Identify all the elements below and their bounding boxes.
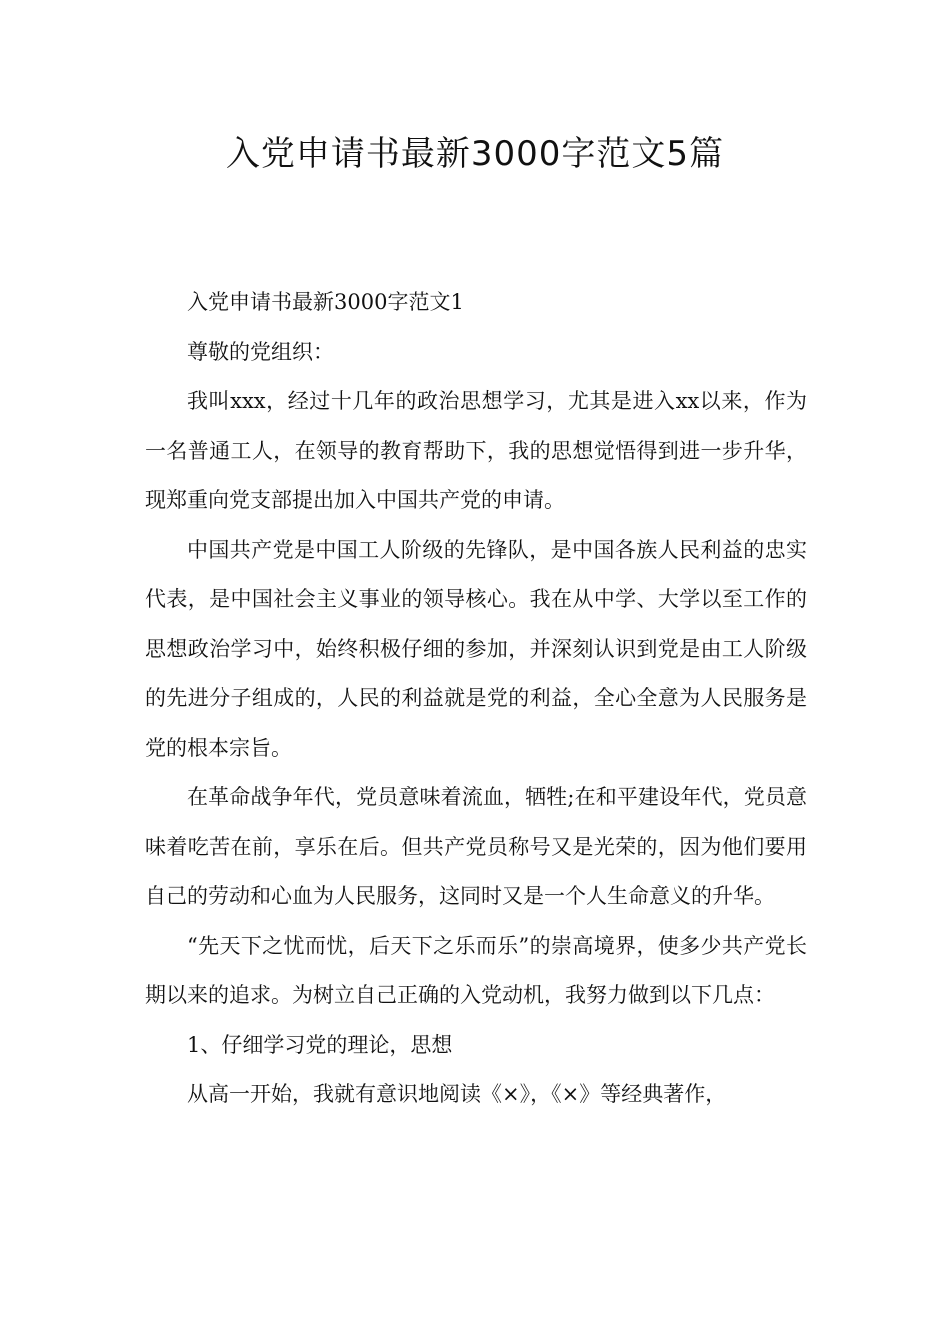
list-heading: 1、仔细学习党的理论，思想 [187,1032,453,1057]
body-paragraph: 我叫xxx，经过十几年的政治思想学习，尤其是进入xx以来，作为一名普通工人，在领导的教育帮助下，我的思想觉悟得到进一步升华，现郑重向党支部提出加入中国共产党的申请。 [145,389,807,512]
body-paragraph: 在革命战争年代，党员意味着流血，牺牲;在和平建设年代，党员意味着吃苦在前，享乐在后。但共产党员称号又是光荣的，因为他们要用自己的劳动和心血为人民服务，这同时又是一个人生命意义的升华。 [145,785,807,908]
body-paragraph: “先天下之忧而忧，后天下之乐而乐”的崇高境界，使多少共产党长期以来的追求。为树立自己正确的入党动机，我努力做到以下几点： [145,933,807,1007]
document-body [145,278,807,1120]
section-heading: 入党申请书最新3000字范文1 [187,290,464,314]
document-title: 入党申请书最新3000字范文5篇 [225,134,725,174]
salutation: 尊敬的党组织： [187,339,334,364]
body-paragraph: 中国共产党是中国工人阶级的先锋队，是中国各族人民利益的忠实代表，是中国社会主义事业的领导核心。我在从中学、大学以至工作的思想政治学习中，始终积极仔细的参加，并深刻认识到党是由工人阶级的先进分子组成的，人民的利益就是党的利益，全心全意为人民服务是党的根本宗旨。 [145,537,807,760]
body-paragraph: 从高一开始，我就有意识地阅读《×》，《×》等经典著作， [187,1082,727,1106]
